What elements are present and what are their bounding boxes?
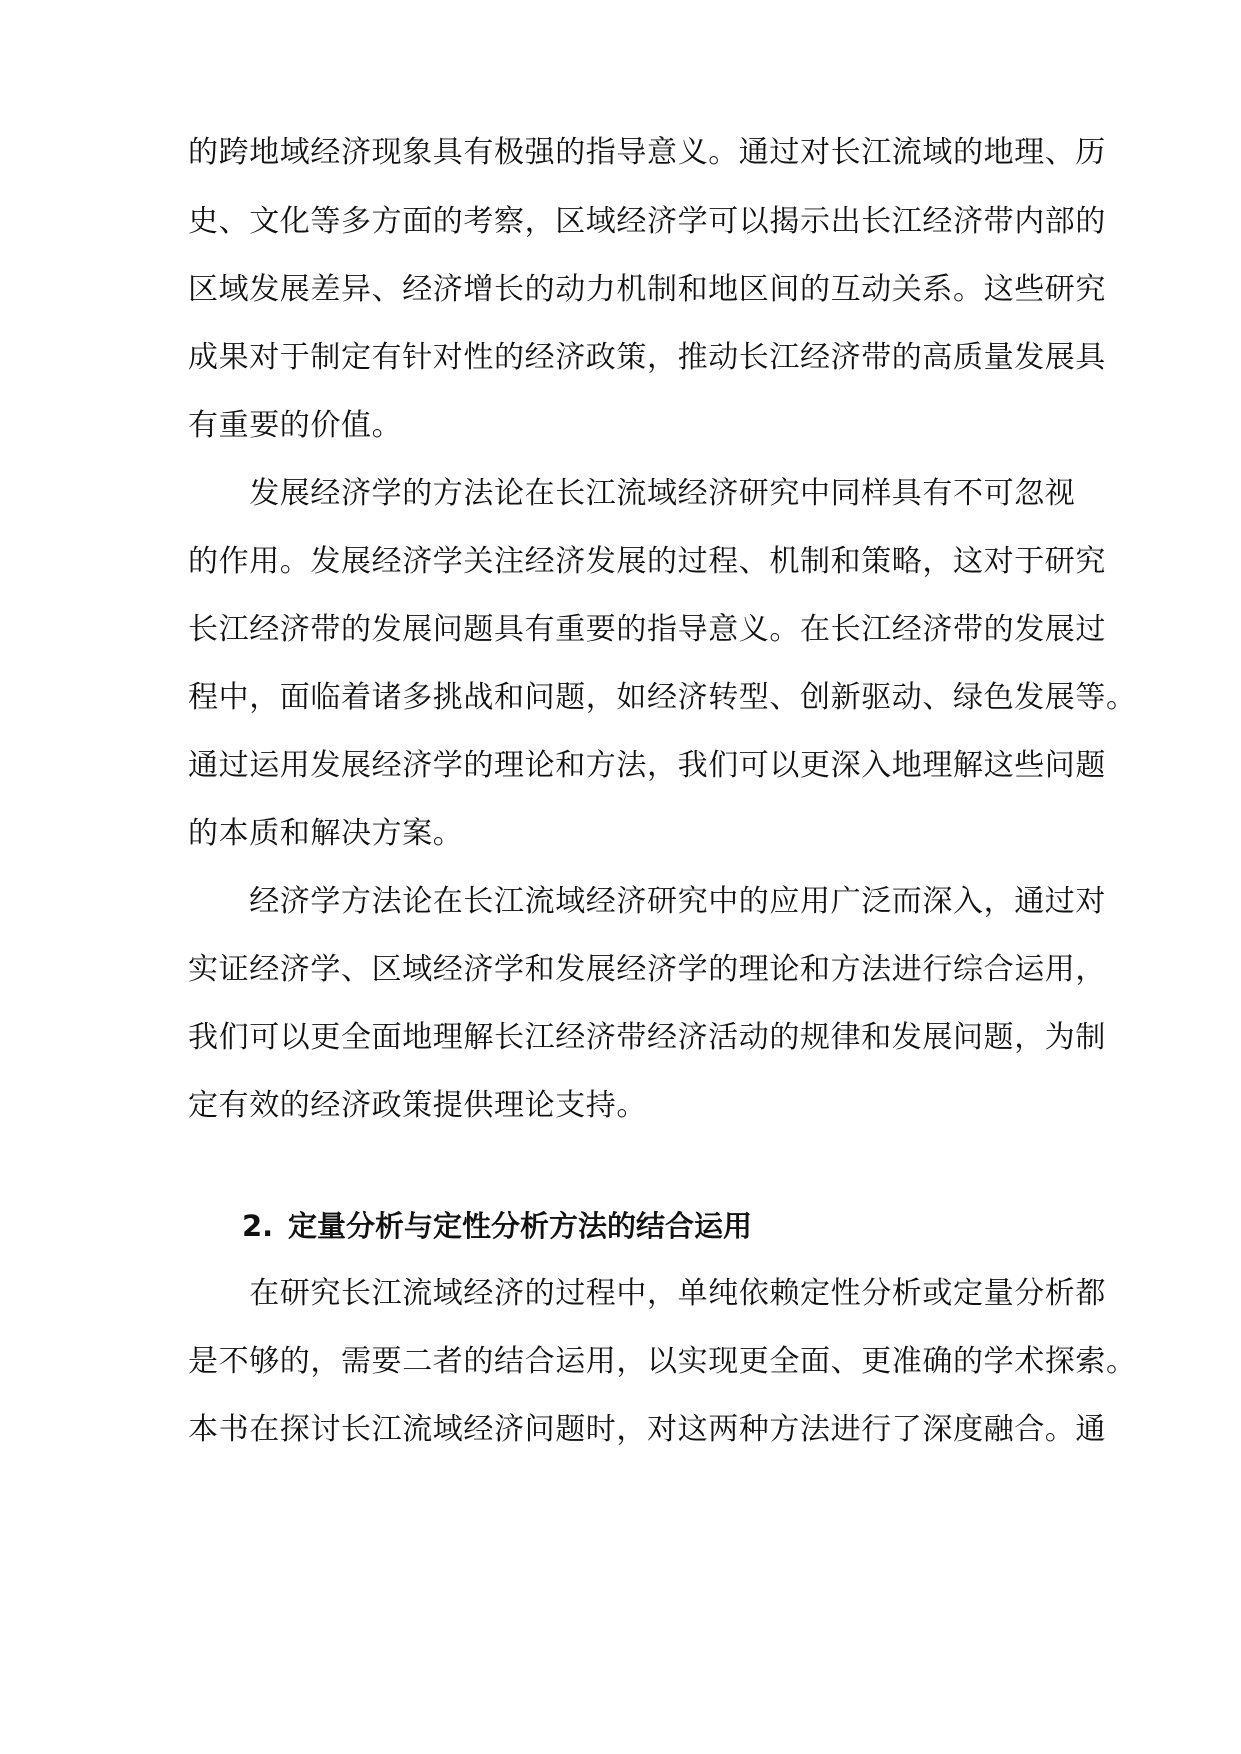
body-line: 的本质和解决方案。 <box>188 816 464 851</box>
body-line: 长江经济带的发展问题具有重要的指导意义。在长江经济带的发展过 <box>188 612 1106 647</box>
body-line: 我们可以更全面地理解长江经济带经济活动的规律和发展问题，为制 <box>188 1020 1106 1055</box>
body-line: 通过运用发展经济学的理论和方法，我们可以更深入地理解这些问题 <box>188 748 1106 783</box>
body-line: 区域发展差异、经济增长的动力机制和地区间的互动关系。这些研究 <box>188 272 1106 307</box>
body-line: 成果对于制定有针对性的经济政策，推动长江经济带的高质量发展具 <box>188 340 1106 375</box>
body-line: 程中，面临着诸多挑战和问题，如经济转型、创新驱动、绿色发展等。 <box>188 680 1137 715</box>
body-line: 史、文化等多方面的考察，区域经济学可以揭示出长江经济带内部的 <box>188 204 1106 239</box>
body-line: 在研究长江流域经济的过程中，单纯依赖定性分析或定量分析都 <box>188 1276 1106 1311</box>
body-line: 本书在探讨长江流域经济问题时，对这两种方法进行了深度融合。通 <box>188 1412 1106 1447</box>
body-line: 的跨地域经济现象具有极强的指导意义。通过对长江流域的地理、历 <box>188 135 1106 170</box>
body-line: 经济学方法论在长江流域经济研究中的应用广泛而深入，通过对 <box>188 884 1106 919</box>
section-heading <box>242 1206 752 1246</box>
body-line: 发展经济学的方法论在长江流域经济研究中同样具有不可忽视 <box>188 476 1076 511</box>
body-line: 有重要的价值。 <box>188 408 403 443</box>
body-line: 实证经济学、区域经济学和发展经济学的理论和方法进行综合运用， <box>188 952 1106 987</box>
body-line: 是不够的，需要二者的结合运用，以实现更全面、更准确的学术探索。 <box>188 1344 1137 1379</box>
body-line: 的作用。发展经济学关注经济发展的过程、机制和策略，这对于研究 <box>188 544 1106 579</box>
section-number: 2. <box>242 1209 274 1243</box>
section-title: 定量分析与定性分析方法的结合运用 <box>288 1209 753 1243</box>
body-line: 定有效的经济政策提供理论支持。 <box>188 1088 647 1123</box>
